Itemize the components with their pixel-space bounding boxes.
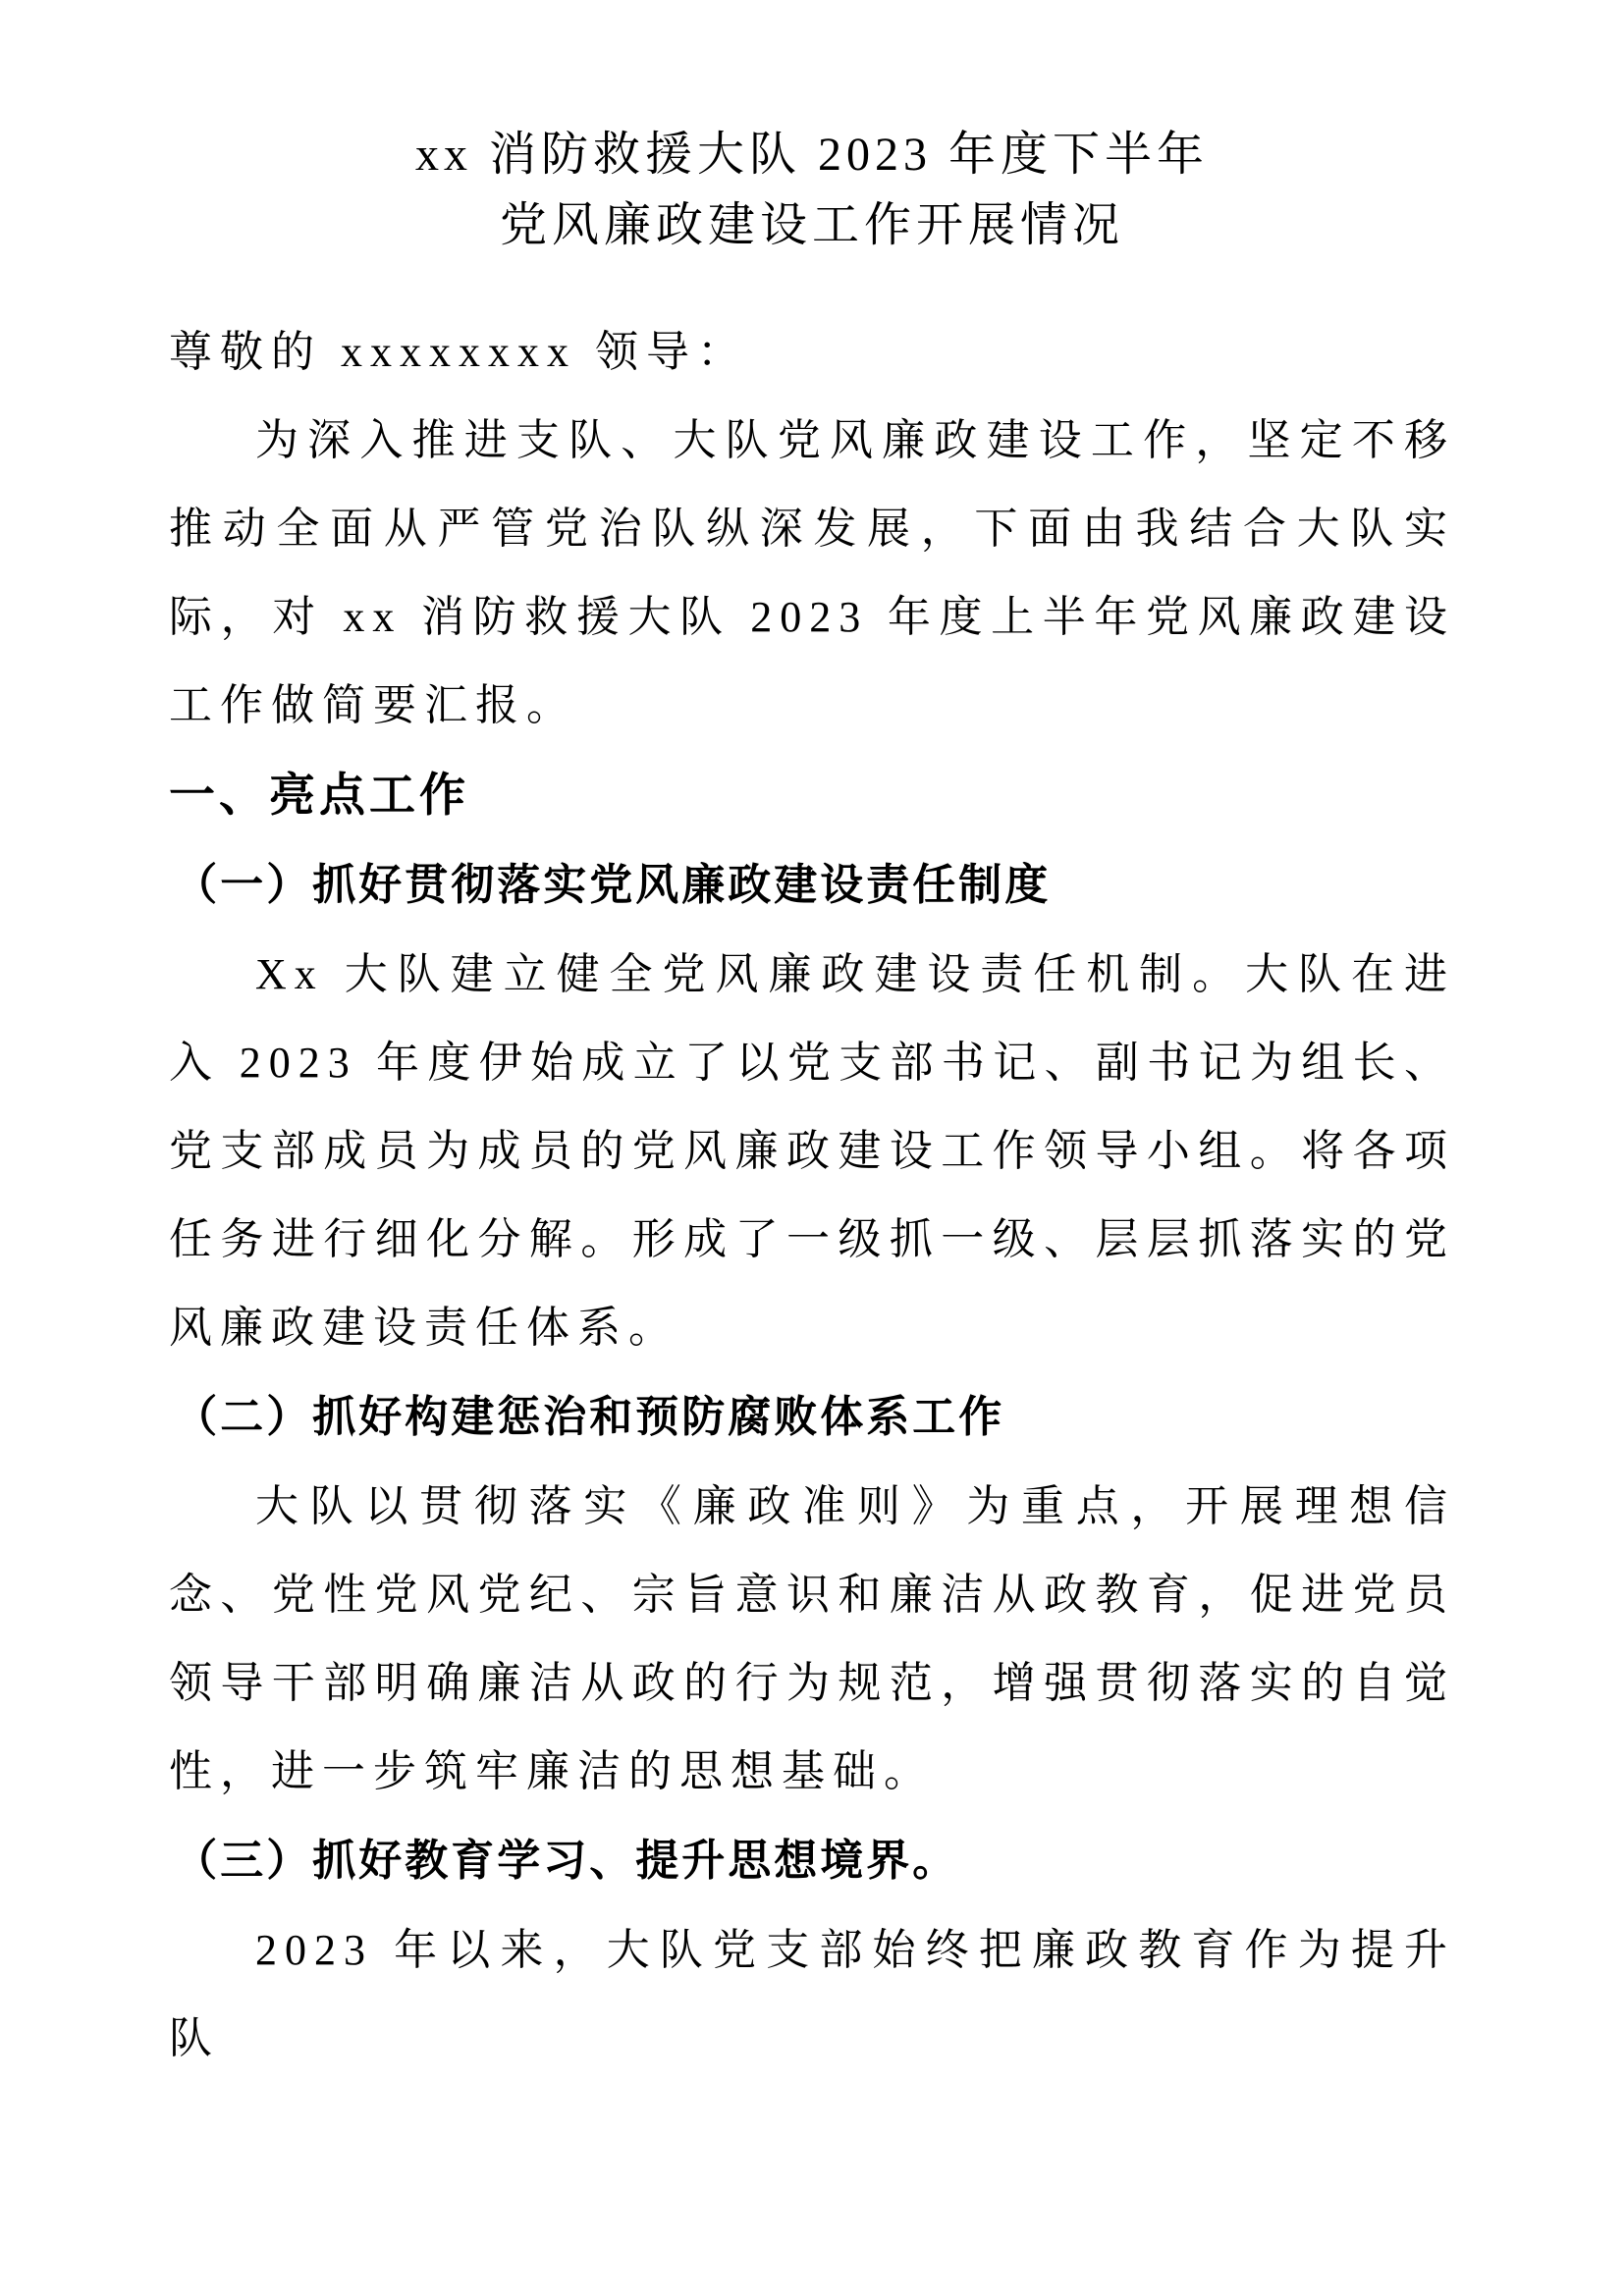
document-title-line-2: 党风廉政建设工作开展情况	[499, 199, 1124, 251]
subsection-body-1: Xx 大队建立健全党风廉政建设责任机制。大队在进入 2023 年度伊始成立了以党支部书记、副书记为组长、党支部成员为成员的党风廉政建设工作领导小组。将各项任务进行细化分解。形成了一级抓一级、层层抓落实的党风廉政建设责任体系。	[169, 950, 1455, 1352]
subsection-heading-1: （一）抓好贯彻落实党风廉政建设责任制度	[174, 861, 1052, 909]
subsection-body-2: 大队以贯彻落实《廉政准则》为重点，开展理想信念、党性党风党纪、宗旨意识和廉洁从政教育，促进党员领导干部明确廉洁从政的行为规范，增强贯彻落实的自觉性，进一步筑牢廉洁的思想基础。	[169, 1482, 1455, 1795]
greeting-line: 尊敬的 xxxxxxxx 领导：	[169, 328, 748, 376]
section-heading-highlight-work: 一、亮点工作	[169, 769, 469, 821]
subsection-body-3: 2023 年以来，大队党支部始终把廉政教育作为提升队	[169, 1926, 1455, 2062]
document-title-line-1: xx 消防救援大队 2023 年度下半年	[414, 129, 1209, 181]
subsection-heading-2: （二）抓好构建惩治和预防腐败体系工作	[174, 1393, 1005, 1441]
subsection-heading-3: （三）抓好教育学习、提升思想境界。	[174, 1837, 959, 1885]
document-title	[169, 120, 1455, 261]
intro-paragraph: 为深入推进支队、大队党风廉政建设工作，坚定不移推动全面从严管党治队纵深发展，下面由我结合大队实际，对 xx 消防救援大队 2023 年度上半年党风廉政建设工作做简要汇报。	[169, 416, 1455, 729]
